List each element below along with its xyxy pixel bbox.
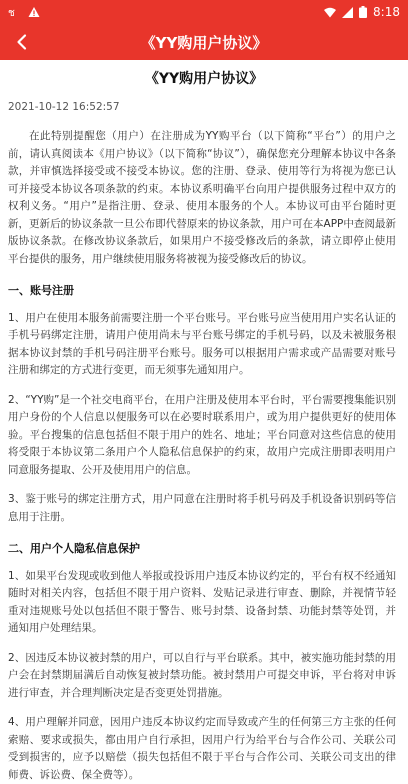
status-left — [8, 6, 324, 18]
app-bar — [0, 24, 408, 60]
page-title: 《YY购用户协议》 — [140, 33, 268, 52]
section-heading-privacy: 二、用户个人隐私信息保护 — [8, 542, 140, 555]
status-time: 8:18 — [373, 5, 400, 19]
wifi-icon — [324, 7, 336, 18]
signal-icon — [342, 7, 353, 18]
warning-icon — [28, 6, 40, 18]
status-right — [324, 5, 400, 19]
intro-paragraph: 在此特别提醒您（用户）在注册成为YY购平台（以下简称“平台”）的用户之前，请认真阅读本《用户协议》（以下简称“协议”），确保您充分理解本协议中各条款，并审慎选择接受或不接受本协议。您的注册、登录、使用等行为将视为您已认可并接受本协议各项条款的约束。本协议系明确平台向用户提供服务过程中双方的权利义务。“用户”是指注册、登录、使用本服务的个人。本协议可由平台随时更新，更新后的协议条款一旦公布即代替原来的协议条款，用户可在本APP中查阅最新版协议条款。在修改协议条款后，如果用户不接受修改后的条款，请立即停止使用平台提供的服务，用户继续使用服务将被视为接受修改后的协议。 — [8, 130, 396, 265]
list-item: 2、“YY购”是一个社交电商平台，在用户注册及使用本平台时，平台需要搜集能识别用户身份的个人信息以便服务可以在必要时联系用户，或为用户提供更好的使用体验。平台搜集的信息包括但不限于用户的姓名、地址；平台同意对这些信息的使用将受限于本协议第二条用户个人隐私信息保护的约束，故用户完成注册即表明用户同意服务提取、公开及使用用户的信息。 — [8, 393, 396, 476]
list-item: 2、因违反本协议被封禁的用户，可以自行与平台联系。其中，被实施功能封禁的用户会在封禁期届满后自动恢复被封禁功能。被封禁用户可提交申诉，平台将对申诉进行审查，并合理判断决定是否变更处罚措施。 — [8, 651, 396, 699]
chevron-left-icon — [15, 34, 29, 50]
document-title: 《YY购用户协议》 — [144, 71, 264, 87]
list-item: 1、用户在使用本服务前需要注册一个平台账号。平台账号应当使用用户实名认证的手机号码绑定注册，请用户使用尚未与平台账号绑定的手机号码，以及未被服务根据本协议封禁的手机号码注册平台账号。服务可以根据用户需求或产品需要对账号注册和绑定的方式进行变更，而无须事先通知用户。 — [8, 311, 396, 376]
status-bar — [0, 0, 408, 24]
battery-icon — [359, 6, 367, 18]
back-button[interactable] — [10, 30, 34, 54]
svg-text:ช: ช — [8, 8, 15, 19]
document-date: 2021-10-12 16:52:57 — [8, 101, 120, 113]
section-heading-account: 一、账号注册 — [8, 284, 74, 297]
list-item: 1、如果平台发现或收到他人举报或投诉用户违反本协议约定的，平台有权不经通知随时对相关内容，包括但不限于用户资料、发贴记录进行审查、删除，并视情节轻重对违规账号处以包括但不限于警告、账号封禁、设备封禁、功能封禁等处罚，并通知用户处理结果。 — [8, 569, 396, 634]
app-icon — [8, 6, 22, 18]
agreement-content[interactable] — [0, 60, 408, 781]
document-body — [0, 128, 408, 784]
list-item: 3、鉴于账号的绑定注册方式，用户同意在注册时将手机号码及手机设备识别码等信息用于注册。 — [8, 493, 396, 523]
list-item: 4、用户理解并同意，因用户违反本协议约定而导致或产生的任何第三方主张的任何索赔、要求或损失，都由用户自行承担，因用户行为给平台与合作公司、关联公司受到损害的，应予以赔偿（损失包括但不限于平台与合作公司、关联公司支出的律师费、诉讼费、保全费等）。 — [8, 716, 396, 781]
